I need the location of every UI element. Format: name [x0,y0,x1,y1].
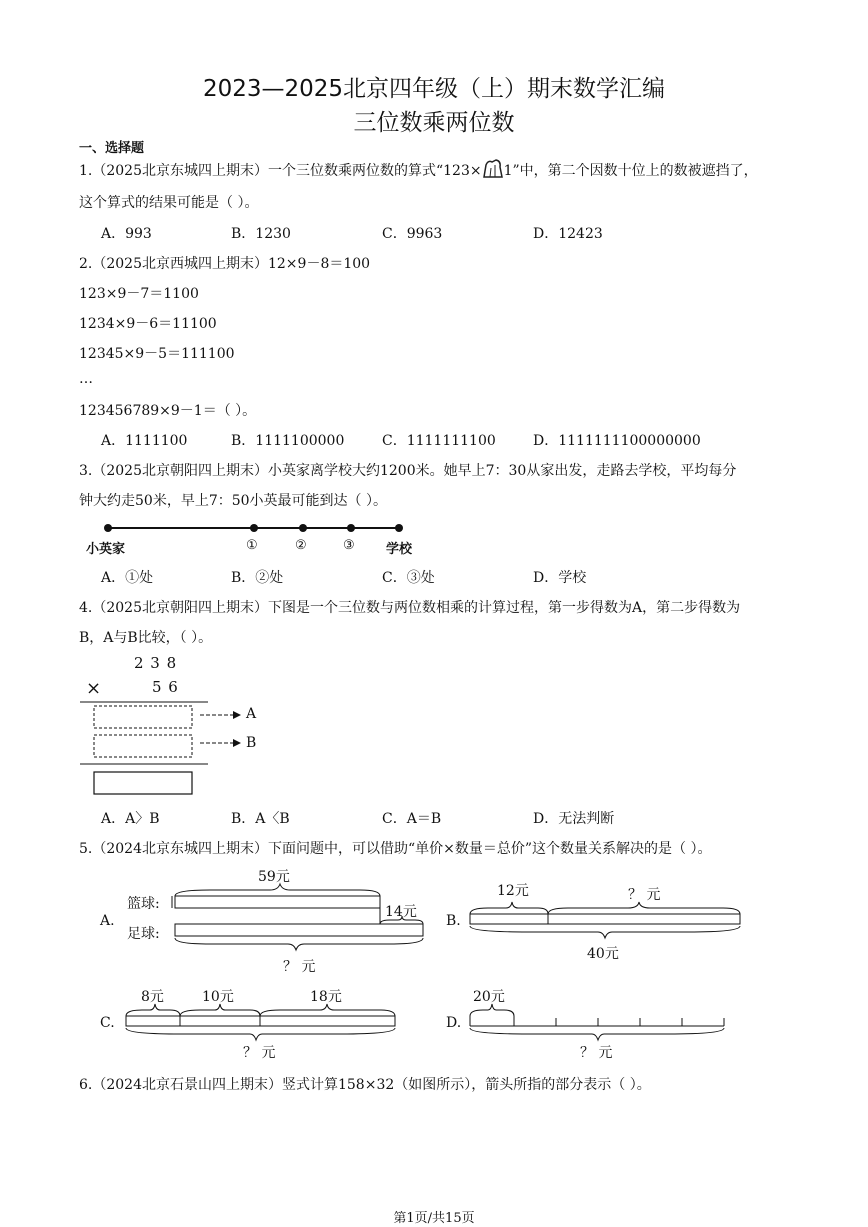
q3-line2: 钟大约走50米，早上7：50小英最可能到达（ ）。 [79,493,387,509]
q4-option-d[interactable]: D．无法判断 [533,811,615,827]
q3-option-d[interactable]: D．学校 [533,570,587,586]
point-2-label: ② [295,538,307,553]
fig-a-football-label: 足球: [127,926,160,942]
fig-c-letter: C. [100,1015,115,1031]
section-heading: 一、选择题 [79,141,145,156]
fig-c-question: ？ 元 [243,1045,276,1061]
point-1-label: ① [246,538,258,553]
page-subtitle: 三位数乘两位数 [353,110,515,136]
q2-option-a[interactable]: A．1111100 [101,433,188,449]
q1-text-a: 1.（2025北京东城四上期末）一个三位数乘两位数的算式“123× [79,163,482,179]
q4-line1: 4.（2025北京朝阳四上期末）下图是一个三位数与两位数相乘的计算过程，第一步得数为A，第二步得数为 [79,600,741,616]
fig-b-total: 40元 [587,946,619,962]
q2-option-d[interactable]: D．1111111100000000 [533,433,701,449]
fig-d-unit: 20元 [473,989,505,1005]
q1-line1 [79,159,758,180]
q1-option-b[interactable]: B．1230 [231,226,291,242]
page-title: 2023—2025北京四年级（上）期末数学汇编 [202,76,666,102]
q2-line1: 2.（2025北京西城四上期末）12×9－8＝100 [79,256,371,272]
q1-option-a[interactable]: A．993 [101,226,152,242]
q1-option-c[interactable]: C．9963 [382,226,443,242]
fig-c-part2: 10元 [202,989,234,1005]
multiplier: 5 6 [152,678,179,696]
fig-a-top-value: 59元 [258,869,290,885]
multiplicand: 2 3 8 [134,654,178,672]
q2-line6: 123456789×9－1＝（ ）。 [79,403,257,419]
fig-c-part1: 8元 [141,989,164,1005]
fig-a-question: ？ 元 [283,959,316,975]
page-footer: 第1页/共15页 [393,1211,475,1226]
q3-line1: 3.（2025北京朝阳四上期末）小英家离学校大约1200米。她早上7：30从家出发，走路去学校，平均每分 [79,463,737,479]
q3-option-b[interactable]: B．②处 [231,570,284,586]
q2-line2: 123×9－7＝1100 [79,286,199,302]
fig-b-part2: ？ 元 [628,887,661,903]
q3-option-a[interactable]: A．①处 [101,570,154,586]
q3-option-c[interactable]: C．③处 [382,570,435,586]
fig-b-bar-model [468,900,748,940]
fig-d-letter: D. [446,1015,462,1031]
q4-option-a[interactable]: A．A〉B [101,811,160,827]
q2-line3: 1234×9－6＝11100 [79,316,217,332]
q2-option-c[interactable]: C．1111111100 [382,433,496,449]
fig-c-part3: 18元 [310,989,342,1005]
point-3-label: ③ [343,538,355,553]
q2-option-b[interactable]: B．1111100000 [231,433,345,449]
school-label: 学校 [386,542,413,557]
fig-a-basketball-label: 篮球: [127,896,160,912]
times-sign: × [86,678,102,699]
route-number-line [100,520,410,540]
q2-ellipsis: … [79,371,93,387]
fig-a-diff-value: 14元 [385,904,417,920]
fig-d-line-model [468,1002,738,1042]
covered-digit-hand-icon [482,159,504,179]
fig-a-bar-model [170,880,430,960]
q4-option-c[interactable]: C．A＝B [382,811,442,827]
fig-d-question: ？ 元 [580,1045,613,1061]
q1-text-b: 1”中，第二个因数十位上的数被遮挡了， [503,163,758,179]
q6-line1: 6.（2024北京石景山四上期末）竖式计算158×32（如图所示），箭头所指的部分表示（ ）。 [79,1077,651,1093]
label-b: B [246,735,257,751]
fig-a-letter: A. [100,913,115,929]
q1-option-d[interactable]: D．12423 [533,226,603,242]
fig-b-letter: B. [446,913,461,929]
fig-c-bar-model [120,1002,400,1042]
q1-line2: 这个算式的结果可能是（ ）。 [79,195,259,211]
label-a: A [246,706,257,722]
fig-b-part1: 12元 [497,883,529,899]
q5-line1: 5.（2024北京东城四上期末）下面问题中，可以借助“单价×数量＝总价”这个数量关系解决的是（ ）。 [79,841,712,857]
q2-line4: 12345×9－5＝111100 [79,346,235,362]
home-label: 小英家 [86,542,126,557]
q4-line2: B，A与B比较，（ ）。 [79,630,213,646]
q4-option-b[interactable]: B．A〈B [231,811,290,827]
